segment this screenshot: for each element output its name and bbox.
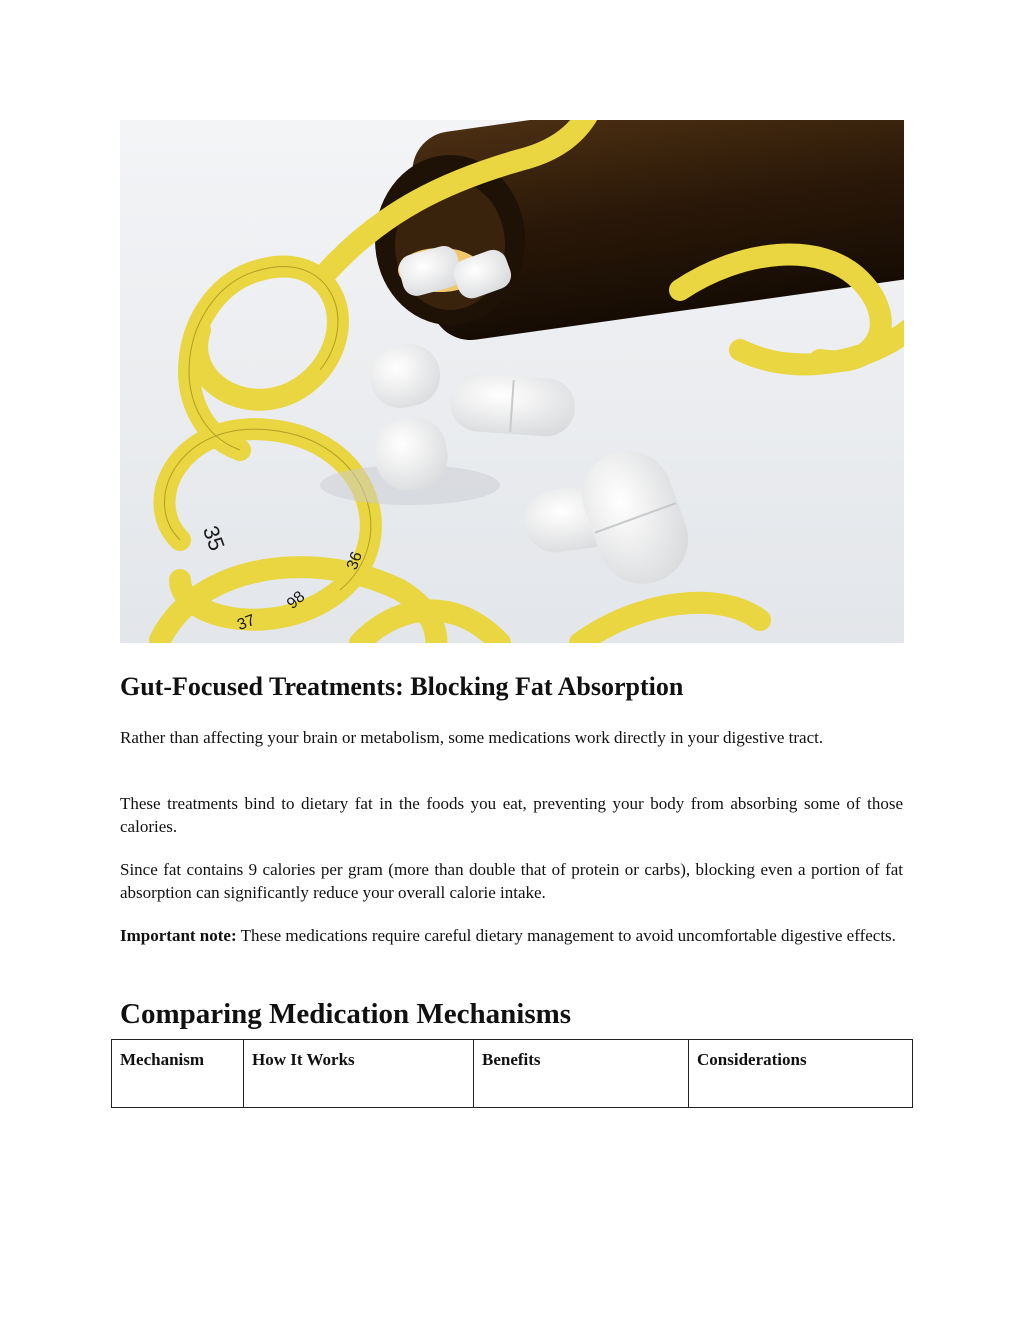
important-note [120, 924, 903, 947]
note-label: Important note: [120, 926, 237, 945]
tape-number: 98 [283, 588, 309, 613]
column-header: Considerations [689, 1040, 913, 1108]
paragraph: Since fat contains 9 calories per gram (more than double that of protein or carbs), blocking even a portion of fat absorption can significantly reduce your overall calorie intake. [120, 860, 903, 902]
column-header: Benefits [474, 1040, 689, 1108]
tape-number: 37 [235, 611, 258, 634]
hero-image [120, 120, 904, 643]
section-heading: Comparing Medication Mechanisms [120, 998, 572, 1030]
note-text: These medications require careful dietary management to avoid uncomfortable digestive effects. [236, 926, 896, 945]
table-header-row [112, 1040, 913, 1108]
tape-number: 35 [197, 522, 230, 554]
paragraph: Rather than affecting your brain or metabolism, some medications work directly in your digestive tract. [120, 728, 824, 747]
column-header: Mechanism [112, 1040, 244, 1108]
tape-number: 36 [343, 549, 366, 573]
column-header: How It Works [244, 1040, 474, 1108]
paragraph: These treatments bind to dietary fat in the foods you eat, preventing your body from absorbing some of those calories. [120, 794, 903, 836]
comparison-table [111, 1039, 913, 1108]
section-heading: Gut-Focused Treatments: Blocking Fat Absorption [120, 672, 684, 701]
